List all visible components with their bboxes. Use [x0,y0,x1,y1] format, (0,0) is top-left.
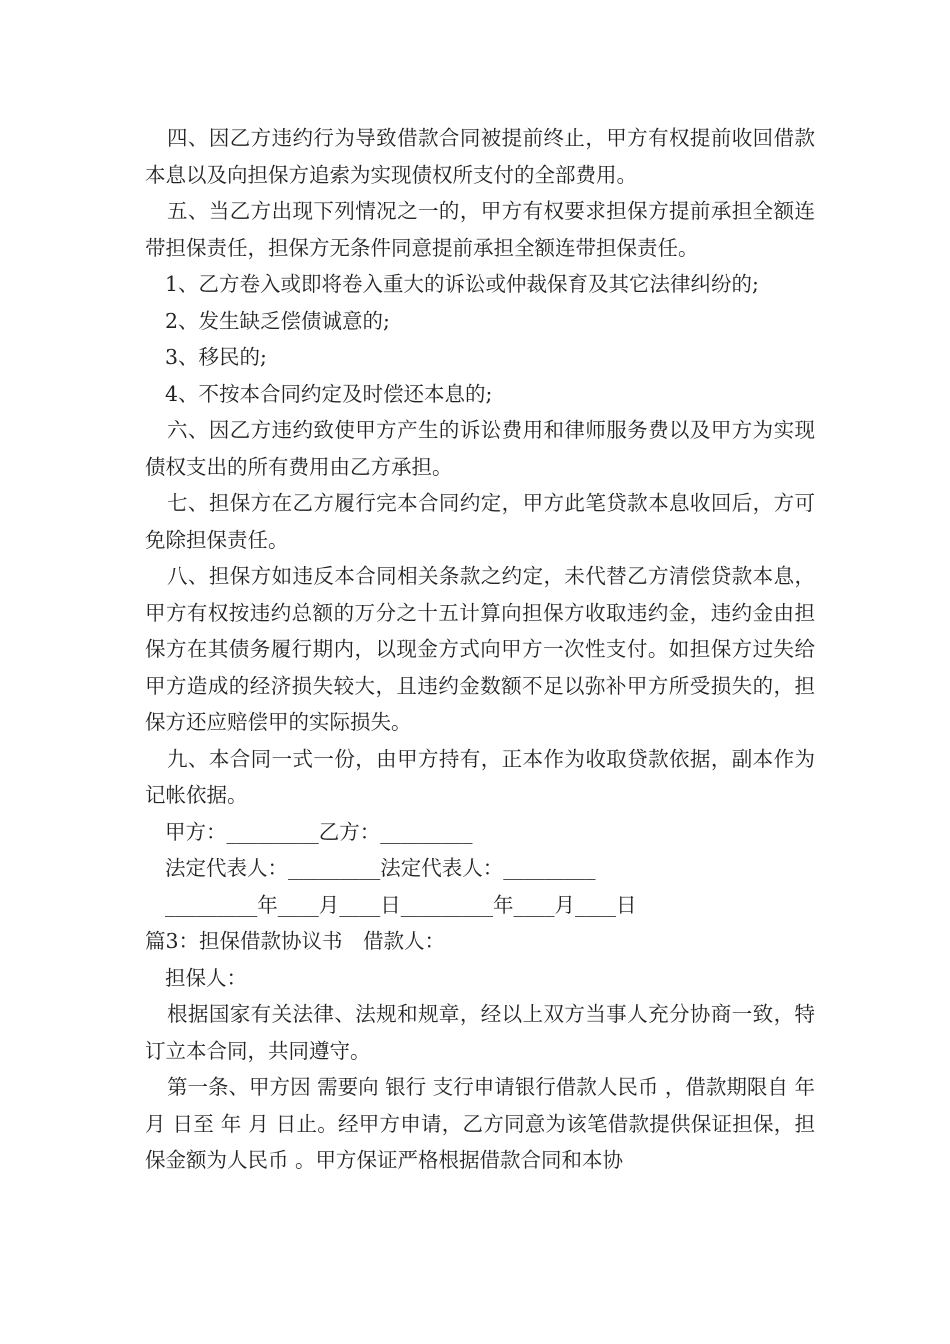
clause-4: 四、因乙方违约行为导致借款合同被提前终止，甲方有权提前收回借款本息以及向担保方追索为实现债权所支付的全部费用。 [145,126,815,187]
preamble: 根据国家有关法律、法规和规章，经以上双方当事人充分协商一致，特订立本合同，共同遵守。 [145,1002,815,1063]
clause-8: 八、担保方如违反本合同相关条款之约定，未代替乙方清偿贷款本息，甲方有权按违约总额的万分之十五计算向担保方收取违约金，违约金由担保方在其债务履行期内，以现金方式向甲方一次性支付。如担保方过失给甲方造成的经济损失较大，且违约金数额不足以弥补甲方所受损失的，担保方还应赔偿甲的实际损失。 [145,564,815,734]
signature-dates: _________年____月____日_________年____月____日 [165,892,637,917]
signature-parties: 甲方：_________乙方：_________ [165,819,473,844]
clause-5-item-4: 4、不按本合同约定及时偿还本息的; [165,381,493,406]
clause-6: 六、因乙方违约致使甲方产生的诉讼费用和律师服务费以及甲方为实现债权支出的所有费用由乙方承担。 [145,418,815,479]
section-heading: 篇3：担保借款协议书 借款人： [145,929,446,953]
clause-5-item-3: 3、移民的; [165,345,267,369]
signature-representatives: 法定代表人：_________法定代表人：_________ [165,856,596,880]
clause-5-item-1: 1、乙方卷入或即将卷入重大的诉讼或仲裁保育及其它法律纠纷的; [165,272,759,296]
clause-7: 七、担保方在乙方履行完本合同约定，甲方此笔贷款本息收回后，方可免除担保责任。 [145,491,815,552]
clause-5-item-2: 2、发生缺乏偿债诚意的; [165,308,390,333]
article-1: 第一条、甲方因 需要向 银行 支行申请银行借款人民币 ，借款期限自 年 月 日至 年 月 日止。经甲方申请，乙方同意为该笔借款提供保证担保，担保金额为人民币 。甲方保证严格根据借款合同和本协 [145,1075,815,1172]
guarantor-line: 担保人： [165,965,247,990]
document-body [145,120,815,1179]
clause-9: 九、本合同一式一份，由甲方持有，正本作为收取贷款依据，副本作为记帐依据。 [145,746,815,807]
clause-5: 五、当乙方出现下列情况之一的，甲方有权要求担保方提前承担全额连带担保责任，担保方无条件同意提前承担全额连带担保责任。 [145,199,815,260]
